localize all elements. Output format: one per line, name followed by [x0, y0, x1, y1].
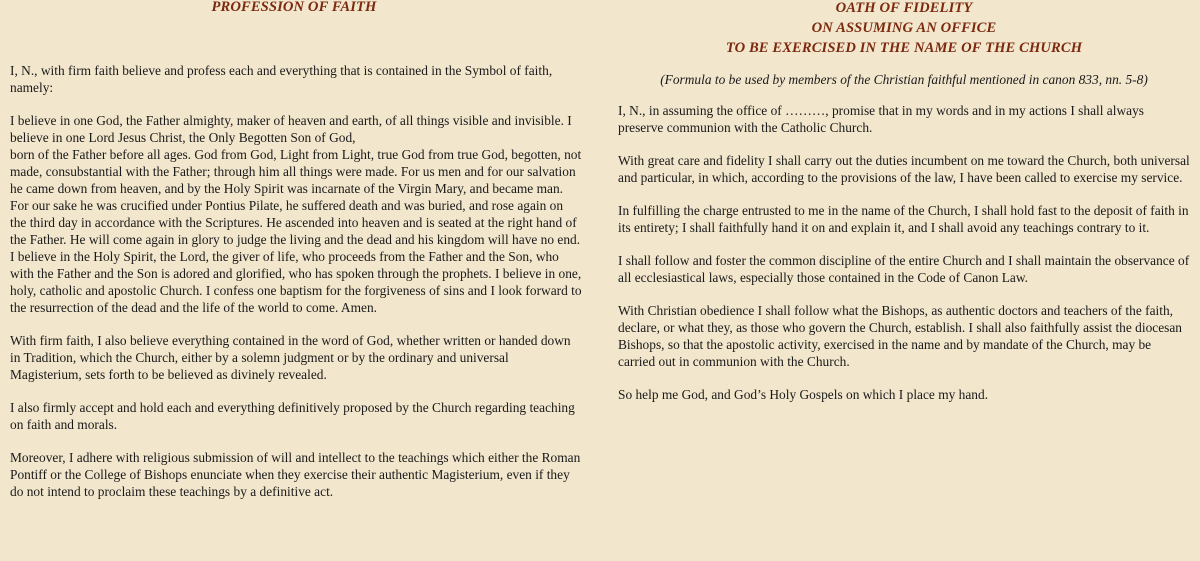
profession-paragraph-1: I, N., with firm faith believe and profess each and everything that is contained in the Symbol of faith, namely:: [10, 63, 553, 95]
oath-of-fidelity-column: [618, 0, 1190, 403]
oath-title-line-1: OATH OF FIDELITY: [835, 0, 973, 16]
creed-text: I believe in one God, the Father almighty, maker of heaven and earth, of all things visible and invisible. I believe in one Lord Jesus Christ, the Only Begotten Son of God, born of the Father before all ages. God from God, Light from Light, true God from true God, begotten, not made, consubstantial with the Father; through him all things were made. For us men and for our salvation he came down from heaven, and by the Holy Spirit was incarnate of the Virgin Mary, and became man. For our sake he was crucified under Pontius Pilate, he suffered death and was buried, and rose again on the third day in accordance with the Scriptures. He ascended into heaven and is seated at the right hand of the Father. He will come again in glory to judge the living and the dead and his kingdom will have no end. I believe in the Holy Spirit, the Lord, the giver of life, who proceeds from the Father and the Son, who with the Father and the Son is adored and glorified, who has spoken through the prophets. I believe in one, holy, catholic and apostolic Church. I confess one baptism for the forgiveness of sins and I look forward to the resurrection of the dead and the life of the world to come. Amen.: [10, 113, 582, 315]
oath-paragraph-2: With great care and fidelity I shall carry out the duties incumbent on me toward the Church, both universal and particular, in which, according to the provisions of the law, I have been called to exercise my service.: [618, 153, 1190, 185]
oath-paragraph-4: I shall follow and foster the common discipline of the entire Church and I shall maintain the observance of all ecclesiastical laws, especially those contained in the Code of Canon Law.: [618, 253, 1190, 285]
oath-formula-note: (Formula to be used by members of the Christian faithful mentioned in canon 833, nn. 5-8): [660, 72, 1148, 87]
oath-title-line-3: TO BE EXERCISED IN THE NAME OF THE CHURCH: [725, 40, 1083, 56]
oath-paragraph-1: I, N., in assuming the office of ………, promise that in my words and in my actions I shall always preserve communion with the Catholic Church.: [618, 103, 1144, 135]
oath-paragraph-5: With Christian obedience I shall follow what the Bishops, as authentic doctors and teachers of the faith, declare, or what they, as those who govern the Church, establish. I shall also faithfully assist the diocesan Bishops, so that the apostolic activity, exercised in the name and by mandate of the Church, may be carried out in communion with the Church.: [618, 303, 1182, 369]
oath-title-line-2: ON ASSUMING AN OFFICE: [811, 20, 997, 36]
profession-paragraph-creed: [10, 112, 582, 316]
oath-title: [618, 0, 1190, 58]
oath-paragraph-3: In fulfilling the charge entrusted to me in the name of the Church, I shall hold fast to the deposit of faith in its entirety; I shall faithfully hand it on and explain it, and I shall avoid any teachings contrary to it.: [618, 203, 1189, 235]
oath-paragraph-6: So help me God, and God’s Holy Gospels on which I place my hand.: [618, 387, 989, 402]
profession-paragraph-5: Moreover, I adhere with religious submission of will and intellect to the teachings which either the Roman Pontiff or the College of Bishops enunciate when they exercise their authentic Magisterium, even if they do not intend to proclaim these teachings by a definitive act.: [10, 450, 581, 499]
profession-paragraph-3: With firm faith, I also believe everything contained in the word of God, whether written or handed down in Tradition, which the Church, either by a solemn judgment or by the ordinary and universal Magisterium, sets forth to be believed as divinely revealed.: [10, 333, 571, 382]
profession-of-faith-title: PROFESSION OF FAITH: [211, 0, 377, 15]
profession-of-faith-column: [10, 0, 582, 500]
profession-paragraph-4: I also firmly accept and hold each and everything definitively proposed by the Church regarding teaching on faith and morals.: [10, 400, 575, 432]
